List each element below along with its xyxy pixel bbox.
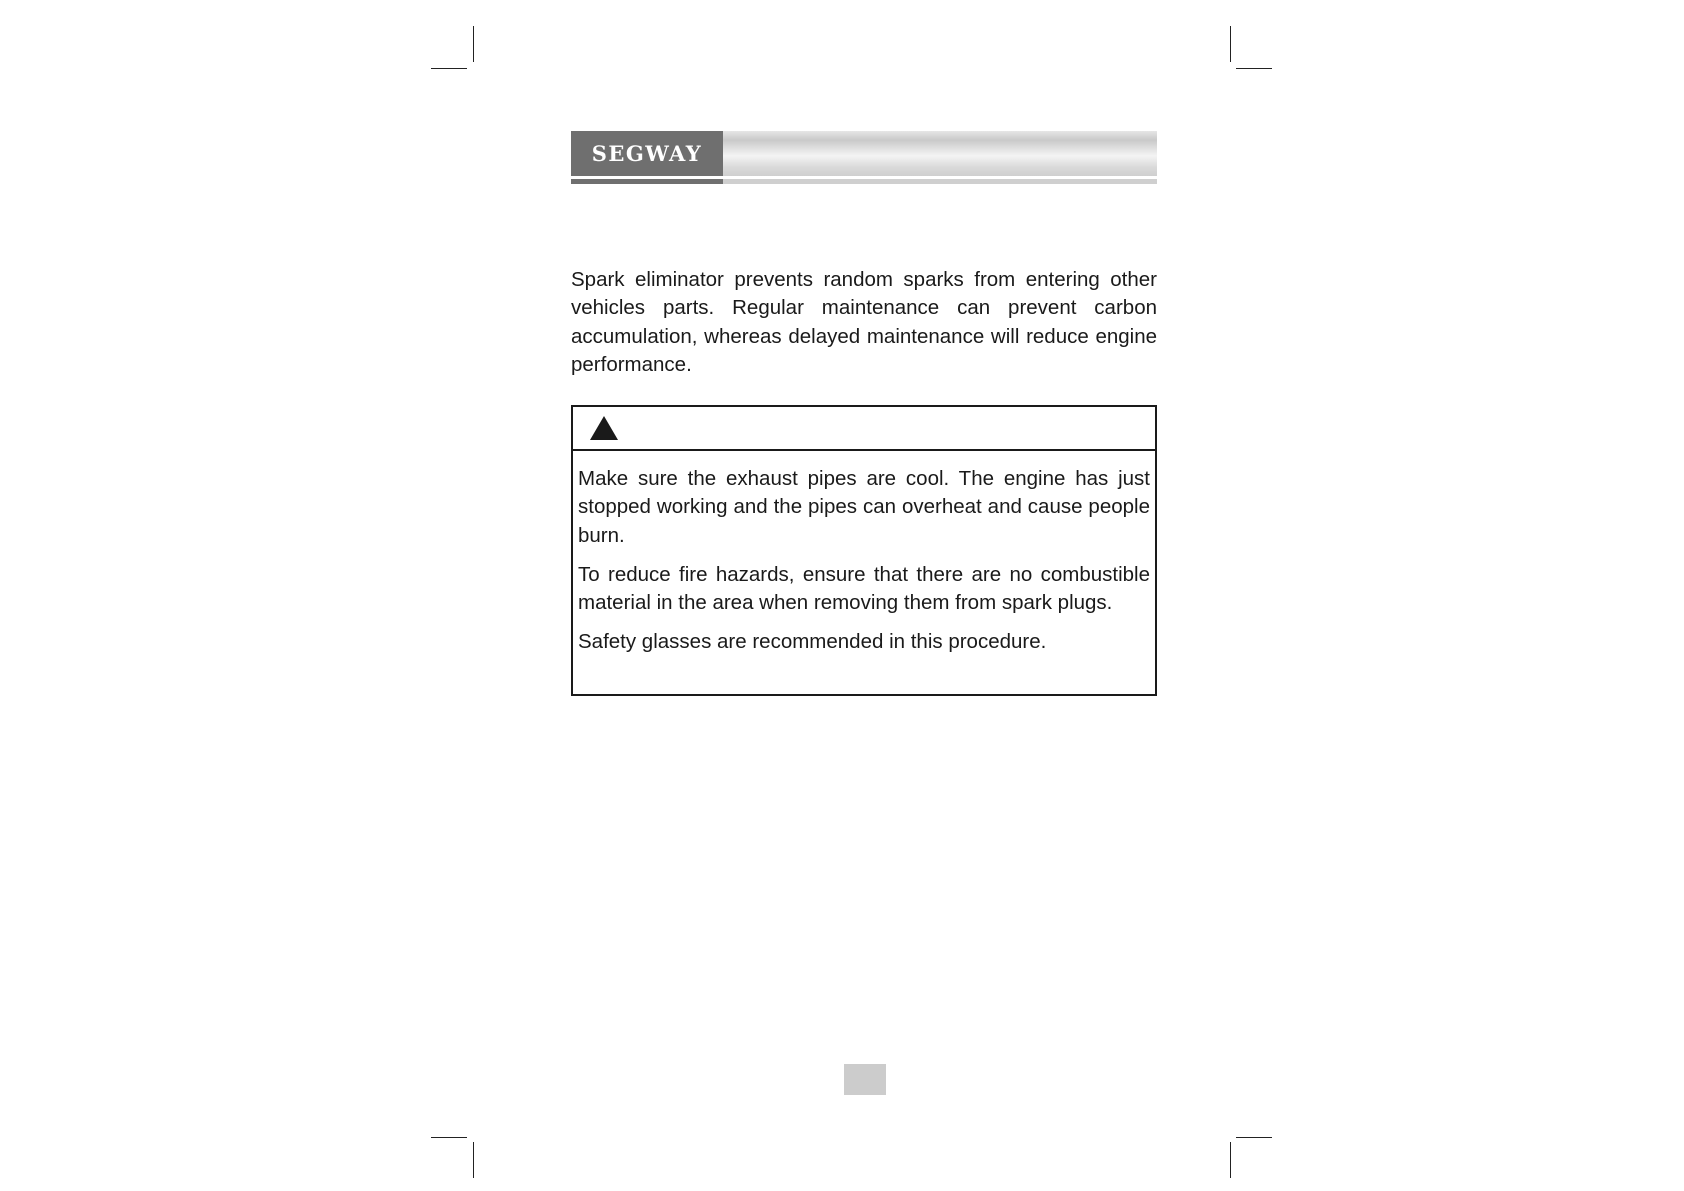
- header-gradient-bar: [723, 131, 1157, 176]
- crop-mark-bottom-left-vertical: [473, 1142, 474, 1178]
- intro-paragraph: Spark eliminator prevents random sparks from entering other vehicles parts. Regular maintenance can prevent carbon accumulation, whereas delayed maintenance will reduce engine performance.: [571, 268, 1157, 376]
- brand-logo-text: SEGWAY: [591, 141, 703, 166]
- warning-body: [573, 451, 1155, 657]
- warning-paragraph: To reduce fire hazards, ensure that there are no combustible material in the area when removing them from spark plugs.: [578, 562, 1150, 615]
- warning-paragraph: Make sure the exhaust pipes are cool. The engine has just stopped working and the pipes can overheat and cause people burn.: [578, 467, 1150, 547]
- warning-triangle-icon: [590, 416, 618, 440]
- crop-mark-bottom-right-vertical: [1230, 1142, 1231, 1178]
- warning-paragraph: Safety glasses are recommended in this procedure.: [578, 630, 1047, 654]
- brand-logo: [571, 131, 723, 176]
- warning-box: [571, 405, 1157, 696]
- crop-mark-bottom-left-horizontal: [431, 1137, 467, 1138]
- crop-mark-top-left-horizontal: [431, 68, 467, 69]
- warning-header: [573, 407, 1155, 451]
- header-underline-dark: [571, 179, 723, 184]
- crop-mark-top-right-vertical: [1230, 26, 1231, 62]
- crop-mark-top-left-vertical: [473, 26, 474, 62]
- page-header: [571, 131, 1157, 185]
- crop-mark-bottom-right-horizontal: [1236, 1137, 1272, 1138]
- crop-mark-top-right-horizontal: [1236, 68, 1272, 69]
- header-underline-light: [723, 179, 1157, 184]
- page-number-box: [844, 1064, 886, 1095]
